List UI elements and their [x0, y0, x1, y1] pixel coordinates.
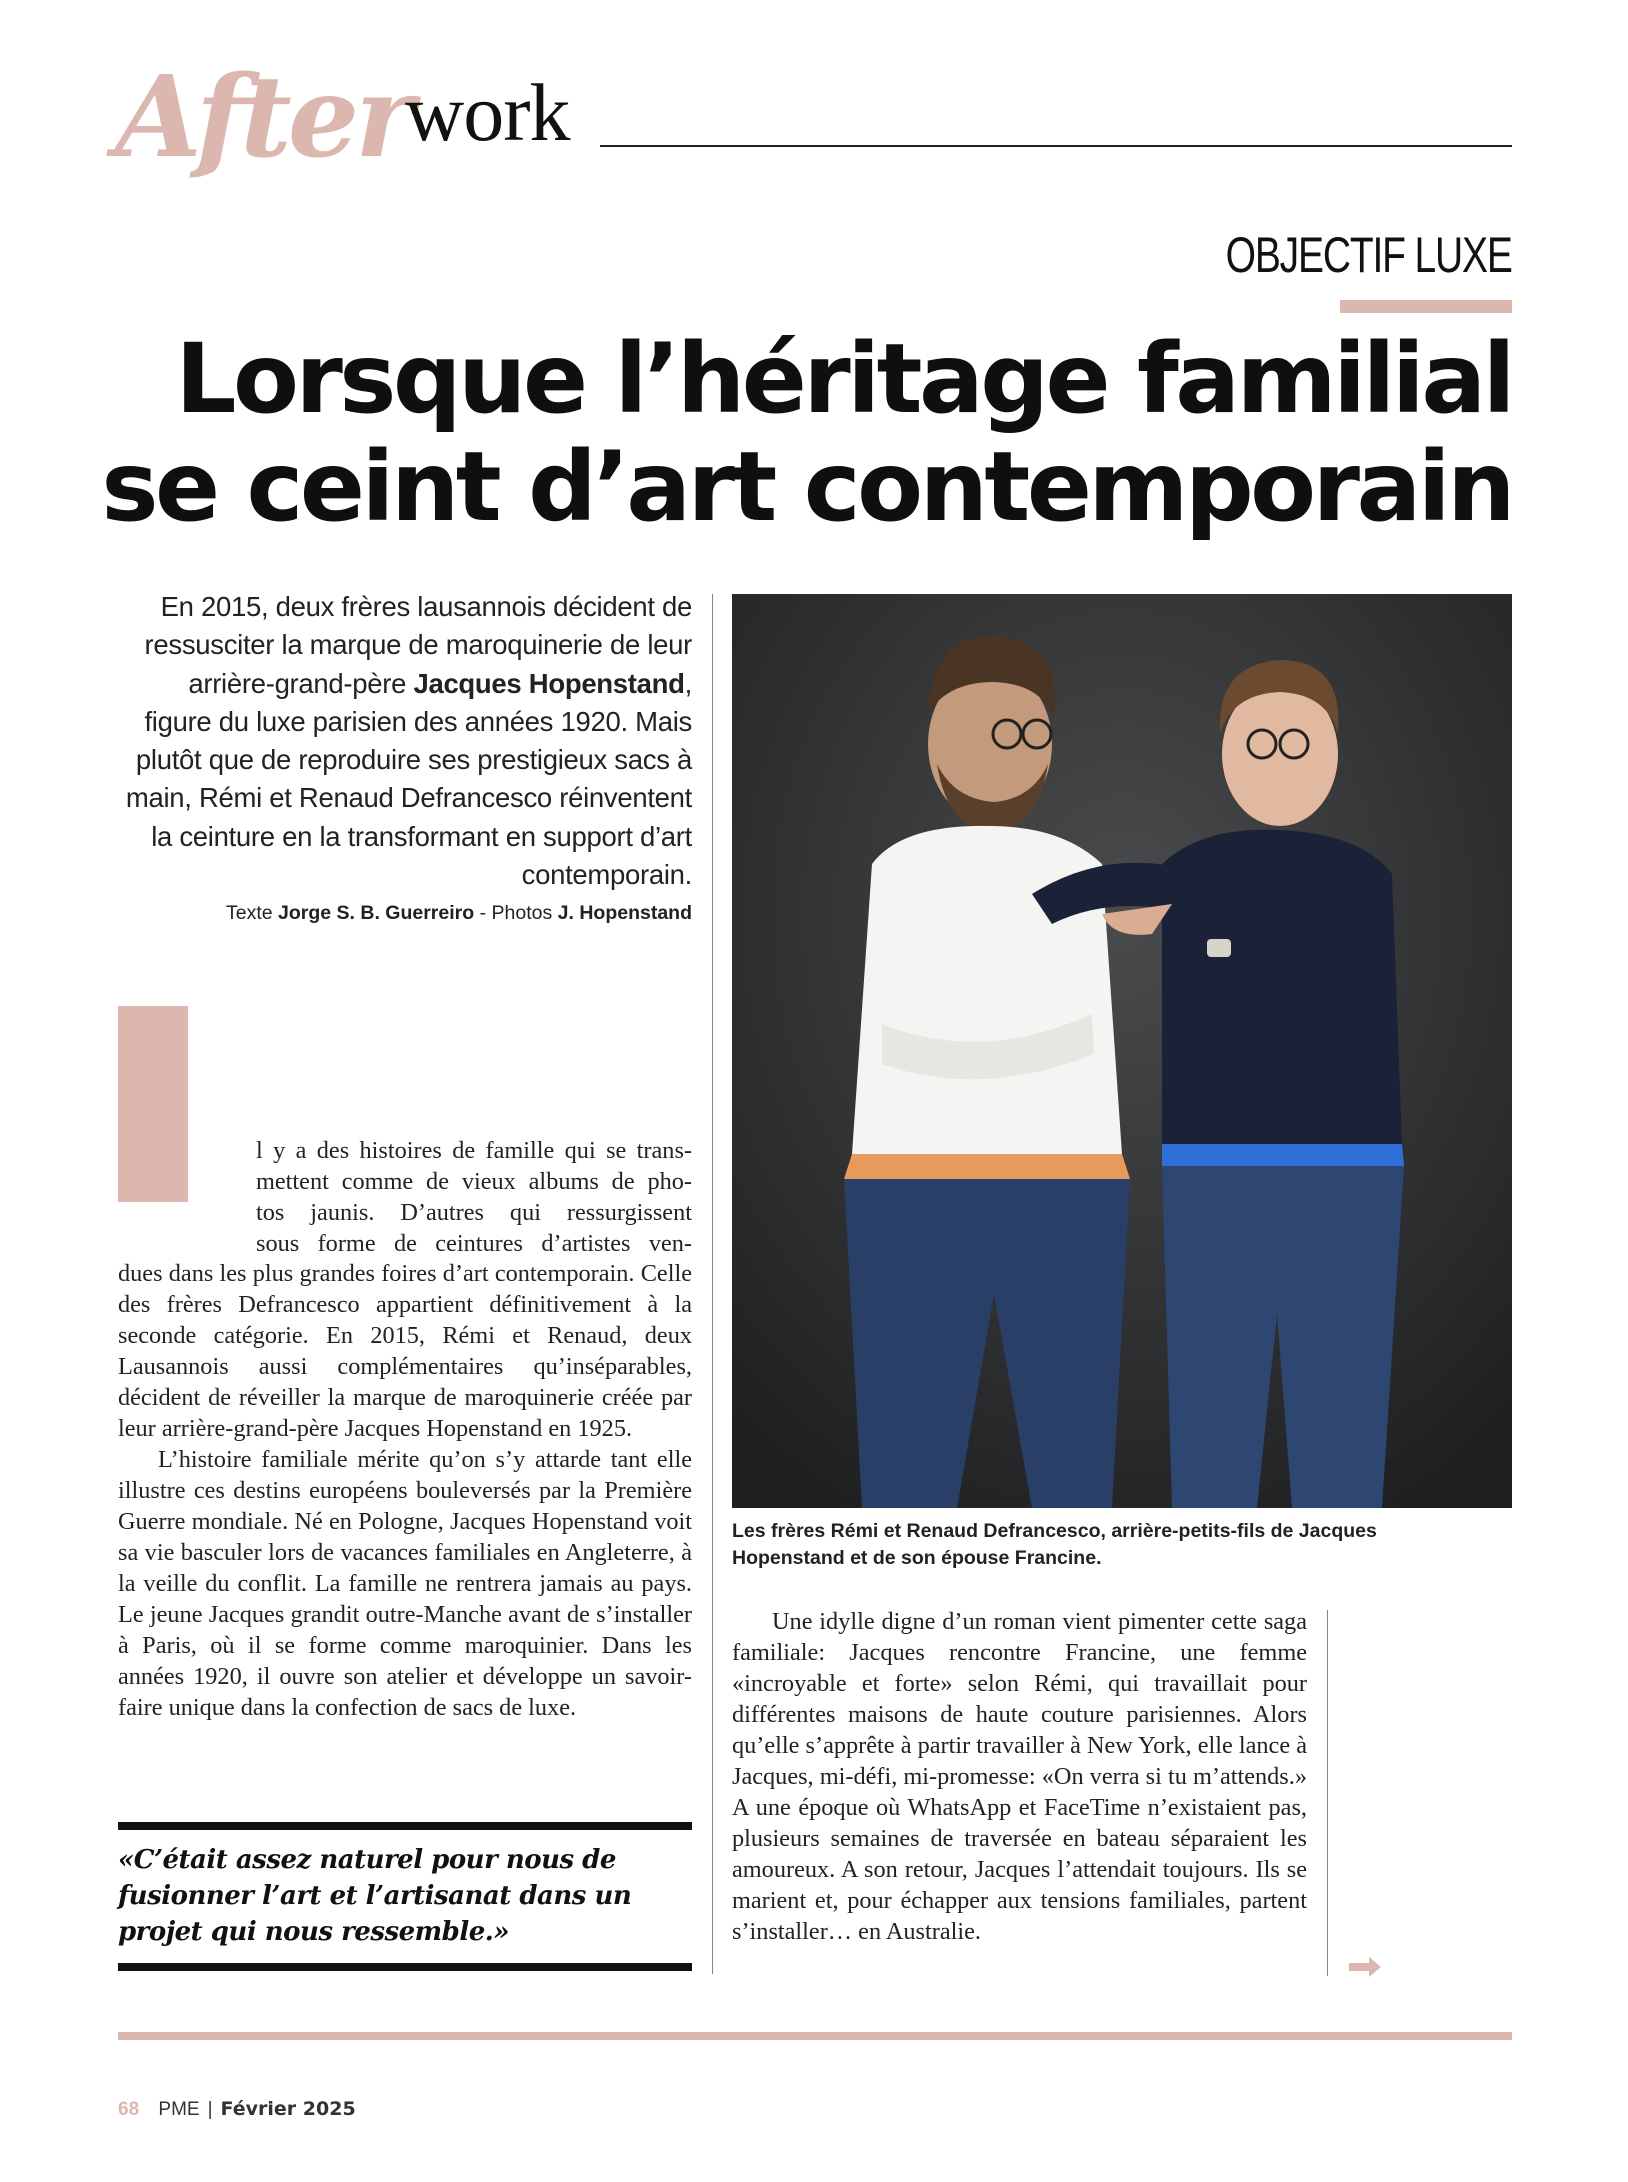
article-lead [118, 588, 692, 894]
footer-accent-bar [118, 2032, 1512, 2040]
article-credits [118, 902, 692, 925]
text-line: mettent comme de vieux albums de pho- [256, 1168, 692, 1195]
column-divider-right [1327, 1610, 1328, 1976]
photo-illustration [732, 594, 1512, 1508]
issue-date: Février 2025 [220, 2098, 356, 2120]
article-photo [732, 594, 1512, 1508]
headline-line-1: Lorsque l’héritage familial [175, 323, 1512, 435]
photo-caption: Les frères Rémi et Renaud Defrancesco, arrière-petits-fils de Jacques Hopenstand et de son épouse Francine. [732, 1520, 1377, 1569]
footer-separator: | [207, 2099, 213, 2120]
credits-author: Jorge S. B. Guerreiro [278, 902, 475, 924]
lead-part-1: En 2015, deux frères lausannois décident de ressusciter la marque de maroquinerie de leur arrière-grand-père [144, 591, 692, 699]
article-paragraph-1-rest: dues dans les plus grandes foires d’art contemporain. Celle des frères Defrancesco appartient définitivement à la seconde catégorie. En 2015, Rémi et Renaud, deux Lausannois aussi complémentaires qu’inséparables, décident de réveiller la marque de maroquinerie créée par leur arrière-grand-père Jacques Hopenstand en 1925. [118, 1260, 692, 1442]
article-body-right [732, 1606, 1307, 1947]
rubric-label: OBJECTIF LUXE [1225, 227, 1512, 283]
quote-rule-bottom [118, 1963, 692, 1971]
lead-name: Jacques Hopenstand [413, 667, 685, 699]
text-line: sous forme de ceintures d’artistes ven- [256, 1230, 692, 1257]
section-label-work: work [405, 67, 570, 158]
lead-part-2: , figure du luxe parisien des années 1920. Mais plutôt que de reproduire ses prestigieux sacs à main, Rémi et Renaud Defrancesco réinventent la ceinture en la transformant en support d’art contemporain. [125, 667, 692, 891]
header-rule [600, 145, 1512, 147]
page-footer [118, 2098, 356, 2121]
article-body-left [118, 1258, 692, 1723]
pull-quote: «C’était assez naturel pour nous de fusionner l’art et l’artisanat dans un projet qui nous ressemble.» [118, 1845, 632, 1947]
credits-text-label: Texte [225, 902, 279, 924]
section-label-after: After [115, 52, 411, 183]
column-divider-left [712, 594, 713, 1974]
rubric-accent-bar [1340, 300, 1512, 313]
article-paragraph-3: Une idylle digne d’un roman vient pimenter cette saga familiale: Jacques rencontre Francine, une femme «incroyable et forte» selon Rémi, qui travaillait pour différentes maisons de haute couture parisiennes. Alors qu’elle s’apprête à partir travailler à New York, elle lance à Jacques, mi-défi, mi-promesse: «On verra si tu m’attends.» A une époque où WhatsApp et FaceTime n’existaient pas, plusieurs semaines de traversée en bateau séparaient les amoureux. A son retour, Jacques l’attendait toujours. Ils se marient et, pour échapper aux tensions familiales, partent s’installer… en Australie. [732, 1608, 1307, 1945]
drop-cap [118, 1006, 188, 1202]
magazine-name: PME [158, 2099, 200, 2120]
continue-arrow-icon [1347, 1955, 1383, 1979]
page-number: 68 [118, 2099, 140, 2120]
article-headline [92, 325, 1512, 541]
article-paragraph-1-opening [256, 1135, 692, 1259]
quote-rule-top [118, 1822, 692, 1830]
text-line: l y a des histoires de famille qui se trans- [256, 1137, 692, 1164]
text-line: tos jaunis. D’autres qui ressurgissent [256, 1199, 692, 1226]
article-paragraph-2: L’histoire familiale mérite qu’on s’y attarde tant elle illustre ces destins européens bouleversés par la Première Guerre mondiale. Né en Pologne, Jacques Hopenstand voit sa vie basculer lors de vacances familiales en Angleterre, à la veille du conflit. La famille ne rentrera jamais au pays. Le jeune Jacques grandit outre-Manche avant de s’installer à Paris, où il se forme comme maroquinier. Dans les années 1920, il ouvre son atelier et développe un savoir-faire unique dans la confection de sacs de luxe. [118, 1446, 692, 1721]
credits-photographer: J. Hopenstand [557, 902, 692, 924]
headline-line-2: se ceint d’art contemporain [101, 431, 1512, 543]
credits-photo-label: - Photos [474, 902, 558, 924]
